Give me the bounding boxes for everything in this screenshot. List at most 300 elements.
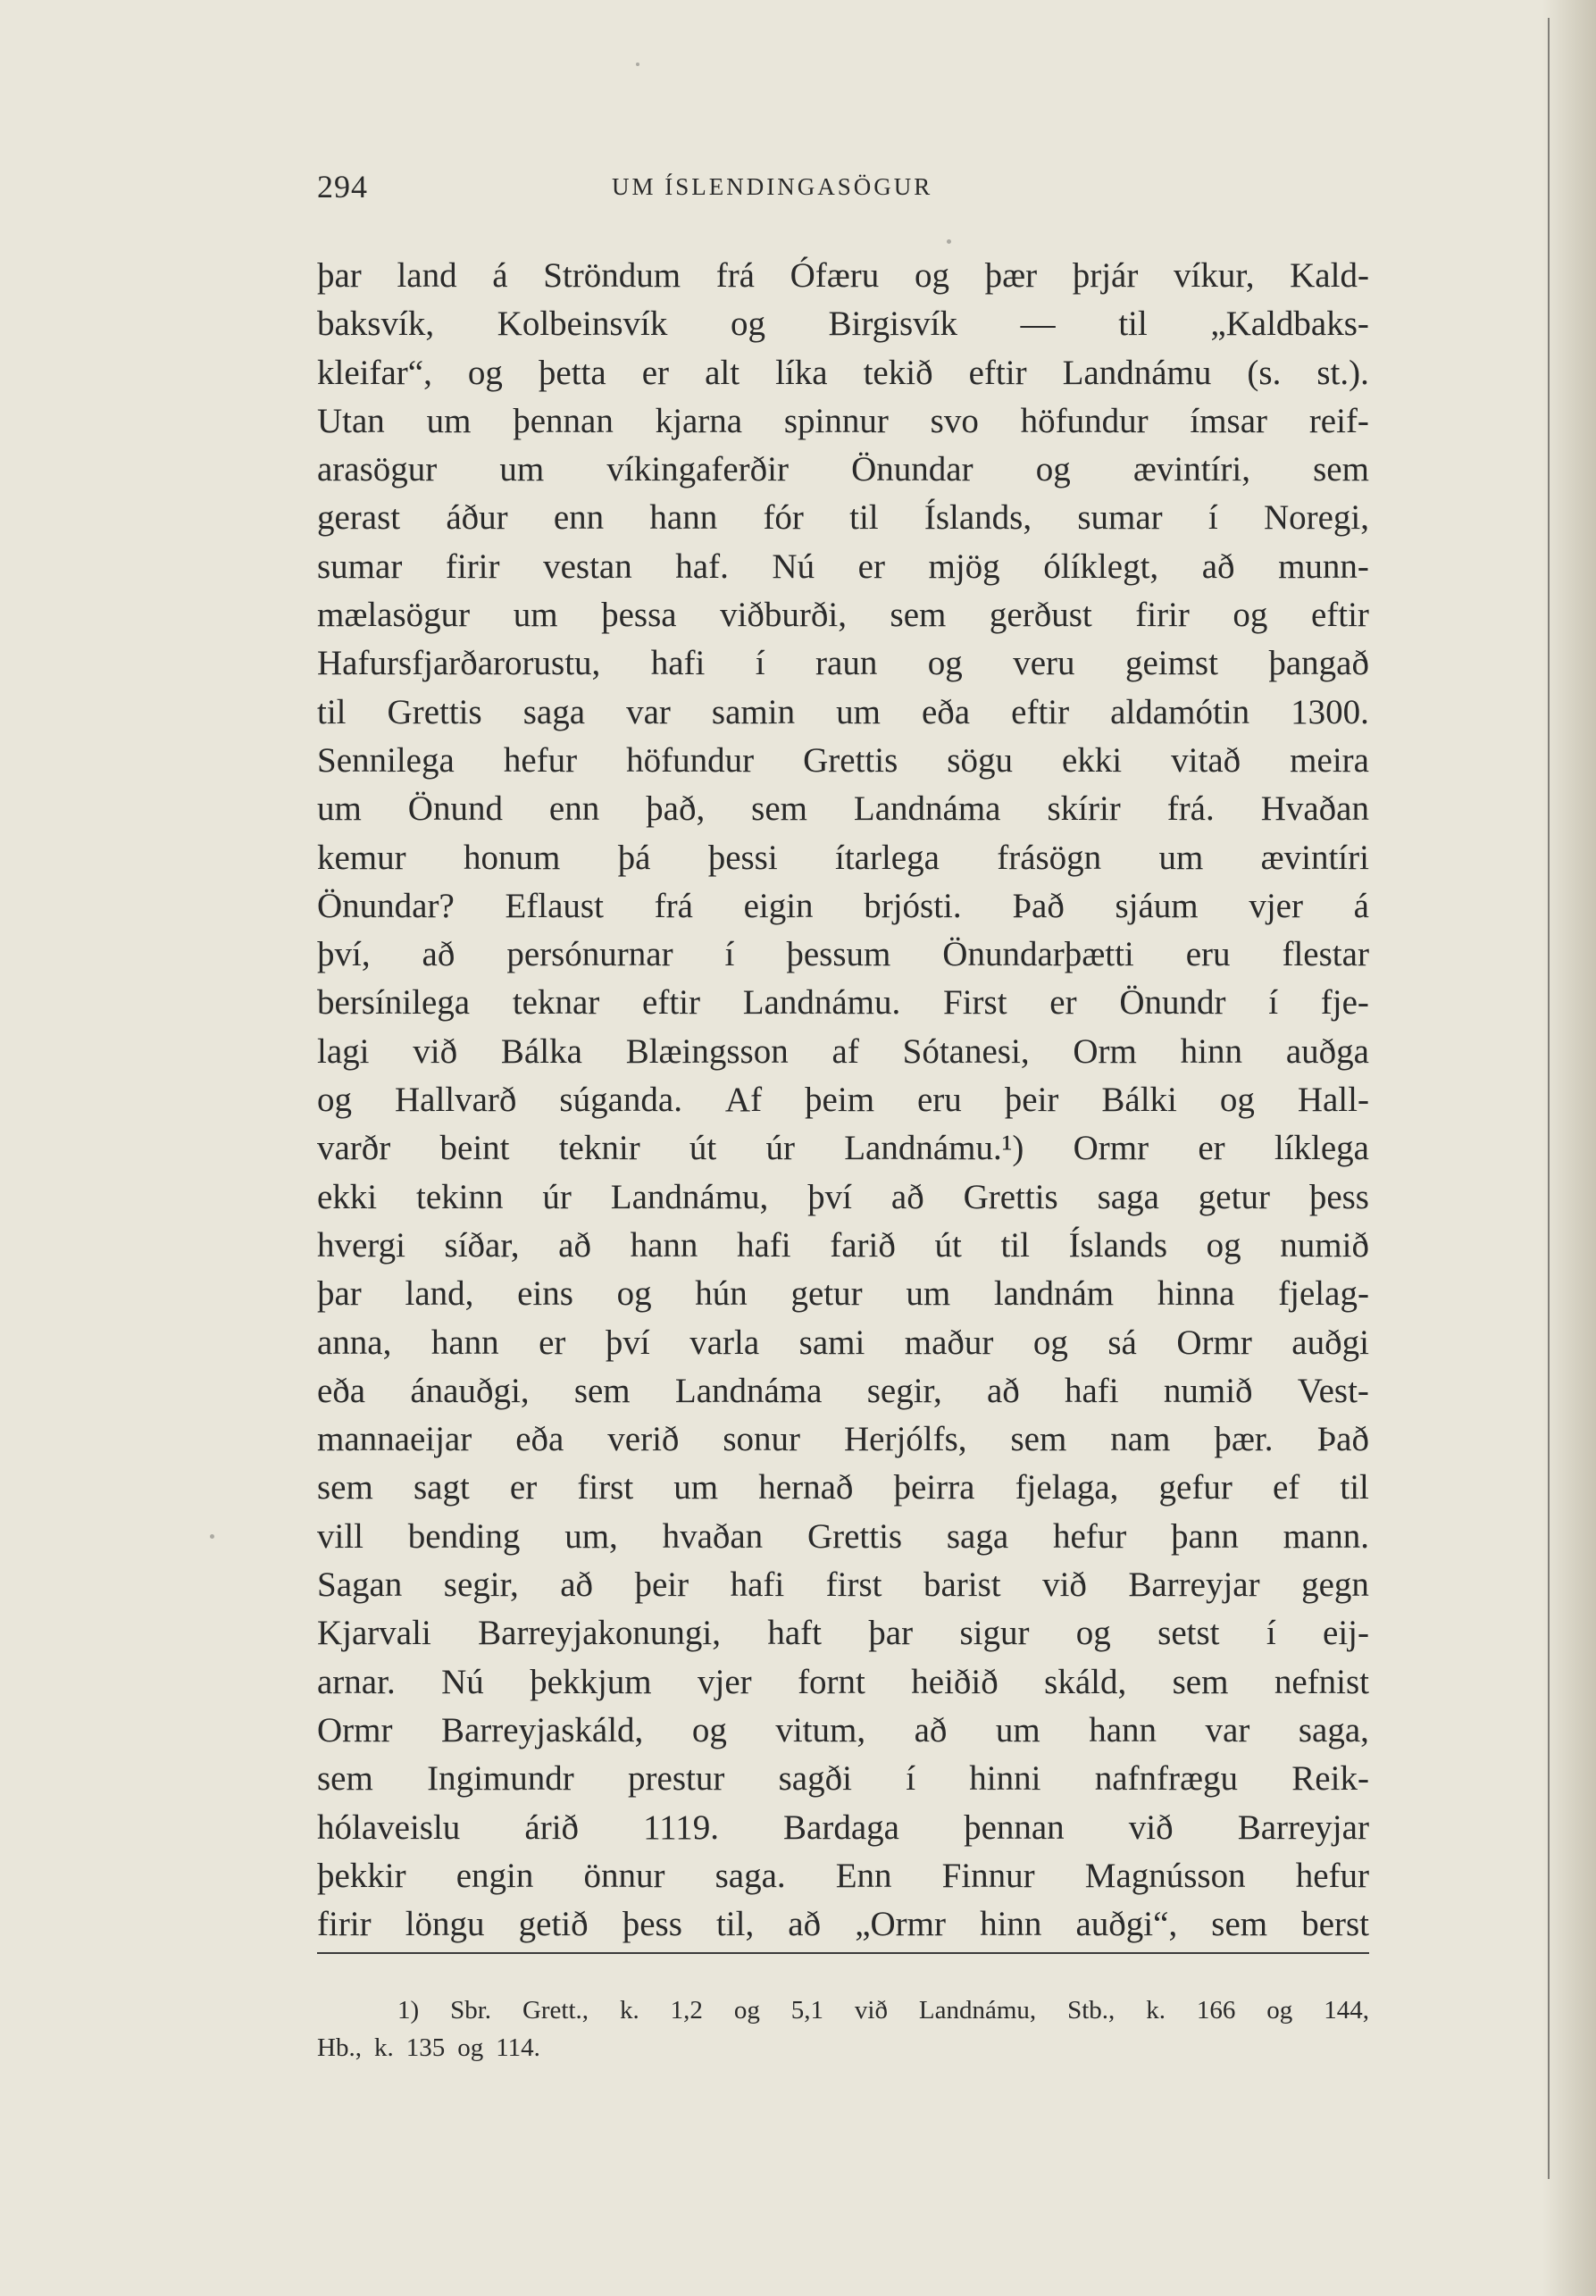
word: til [1340,1468,1369,1507]
word: þeirra [893,1468,975,1507]
word: sem [1313,450,1369,489]
word: firir [317,1905,372,1944]
text-line [317,1028,1369,1076]
word: áður [446,498,508,538]
word: ekki [317,1177,378,1216]
word: ímsar [1190,401,1268,440]
word: Blæingsson [625,1031,789,1071]
word: þessi [707,838,778,877]
word: þessa [601,596,677,635]
word: mannaeijar [317,1420,472,1459]
word: skáld, [1044,1662,1127,1701]
word: numið [1280,1225,1369,1265]
word: mælasögur [317,596,471,635]
word: sá [1107,1323,1137,1362]
word: við [413,1031,458,1071]
word: gerast [317,498,401,538]
text-line [317,1561,1369,1609]
word: vitum, [775,1710,866,1749]
word: hefur [503,740,578,780]
footnote-word: k. [1146,1996,1166,2025]
word: súganda. [559,1081,682,1120]
word: þá [617,838,651,877]
text-line [317,882,1369,931]
word: Utan [317,401,385,440]
word: mann. [1283,1516,1369,1556]
word: Önundar [851,450,973,489]
footnote-word: 135 [405,2033,446,2062]
word: eftir [968,353,1027,392]
word: var [1205,1710,1250,1749]
word: til [1000,1225,1030,1265]
word: Ingimundr [427,1759,574,1799]
word: til [849,498,879,538]
word: st.). [1316,353,1369,392]
word: Landnámu [1062,353,1212,392]
word: sumar [317,547,403,586]
word: Herjólfs, [843,1420,967,1459]
word: Hall- [1297,1081,1369,1120]
text-line [317,591,1369,639]
word: meira [1290,740,1369,780]
word: Sennilega [317,740,455,780]
word: Magnússon [1084,1856,1246,1895]
word: kleifar“, [317,353,432,392]
word: barist [923,1565,1001,1605]
word: Bálki [1101,1081,1177,1120]
word: um [836,692,881,731]
footnote-word: við [854,1996,888,2025]
word: Kald- [1290,256,1369,295]
page-edge-shadow [1542,0,1596,2296]
word: bending [407,1516,521,1556]
word: auðgi“, [1075,1905,1178,1944]
footnote-word: Grett., [522,1996,589,2025]
word: engin [455,1856,534,1895]
word: Íslands [1068,1225,1168,1265]
word: firir [1135,596,1190,635]
word: Önund [407,789,503,829]
word: árið [524,1808,580,1847]
word: og [1206,1225,1241,1265]
text-line [317,1222,1369,1270]
word: eftir [1310,596,1369,635]
word: teknir [558,1129,640,1168]
word: gefur [1158,1468,1233,1507]
body-text [317,252,1369,1949]
word: til, [715,1905,755,1944]
text-line [317,1707,1369,1755]
word: ævintíri, [1132,450,1250,489]
word: sjáum [1115,886,1199,925]
footnote-word: Stb., [1067,1996,1116,2025]
word: saga [1097,1177,1159,1216]
word: sögu [947,740,1013,780]
word: ólíklegt, [1043,547,1159,586]
word: hinna [1157,1274,1235,1314]
word: hernað [758,1468,854,1507]
word: vestan [543,547,632,586]
word: sonur [723,1420,801,1459]
word: ekki [1062,740,1123,780]
word: Landnáma [674,1371,823,1410]
word: að [1201,547,1235,586]
word: Landnámu.¹) [844,1129,1024,1168]
word: auðga [1285,1031,1369,1071]
word: þangað [1268,644,1369,683]
word: eða [922,692,971,731]
word: nam [1110,1420,1171,1459]
word: teknar [512,983,600,1023]
word: Landnámu. [742,983,901,1023]
word: spinnur [783,401,889,440]
word: vjer [698,1662,752,1701]
word: af [831,1031,859,1071]
word: síðar, [444,1225,520,1265]
text-line [317,349,1369,397]
word: Önundarþætti [942,935,1134,974]
text-line [317,639,1369,688]
word: í [755,644,765,683]
word: „Ormr [855,1905,946,1944]
word: hinn [980,1905,1042,1944]
word: Ormr [317,1710,393,1749]
word: eftir [642,983,700,1023]
word: sem [751,789,807,829]
word: Birgisvík [828,305,958,344]
word: frá [715,256,755,295]
word: Af [724,1081,763,1120]
word: hafi [1064,1371,1119,1410]
word: sem [890,596,947,635]
word: land [397,256,457,295]
word: fjelaga, [1015,1468,1119,1507]
text-line [317,1464,1369,1512]
text-line [317,1852,1369,1900]
word: á [492,256,508,295]
word: Sagan [317,1565,403,1605]
word: og [730,305,765,344]
word: segir, [866,1371,942,1410]
word: first [825,1565,882,1605]
word: vitað [1171,740,1241,780]
text-line [317,1319,1369,1367]
word: og [927,644,963,683]
word: eigin [743,886,814,925]
word: hann [1089,1710,1157,1749]
word: maður [904,1323,994,1362]
word: Reik- [1291,1759,1369,1799]
word: frá [654,886,693,925]
word: þeim [805,1081,875,1120]
word: ef [1272,1468,1300,1507]
word: Vest- [1297,1371,1369,1410]
word: um [673,1468,719,1507]
word: reif- [1308,401,1369,440]
page-number: 294 [317,169,368,205]
word: Orm [1073,1031,1137,1071]
word: eftir [1011,692,1070,731]
word: eða [515,1420,564,1459]
word: Ormr [1176,1323,1252,1362]
word: kemur [317,838,406,877]
footnote-word: 1) [397,1996,420,2025]
text-line [317,446,1369,494]
word: og [317,1081,352,1120]
word: sem [317,1468,373,1507]
text-line [317,1415,1369,1464]
word: sami [798,1323,865,1362]
word: firir [445,547,500,586]
word: eða [317,1371,366,1410]
word: hafi [730,1565,785,1605]
word: hinni [969,1759,1041,1799]
word: fornt [798,1662,865,1701]
word: brjósti. [864,886,962,925]
text-line [317,1076,1369,1124]
footnote-word: Sbr. [450,1996,492,2025]
word: Bardaga [783,1808,899,1847]
footnote-word: k. [619,1996,639,2025]
word: getur [790,1274,863,1314]
text-line [317,979,1369,1027]
word: Íslands, [923,498,1032,538]
word: enn [548,789,600,829]
word: er [857,547,885,586]
word: setst [1157,1614,1220,1653]
word: farið [830,1225,896,1265]
word: var [626,692,671,731]
word: ánauðgi, [410,1371,530,1410]
text-line [317,1173,1369,1222]
word: saga, [1298,1710,1369,1749]
footnote-word: og [457,2033,484,2062]
word: verið [607,1420,680,1459]
word: er [641,353,670,392]
word: segir, [443,1565,519,1605]
word: um [499,450,545,489]
text-line [317,252,1369,300]
word: munn- [1278,547,1369,586]
text-line [317,737,1369,785]
text-line [317,1609,1369,1657]
word: við [1128,1808,1174,1847]
word: þessum [786,935,891,974]
word: kjarna [655,401,743,440]
word: Landnáma [853,789,1001,829]
word: Barreyjar [1237,1808,1369,1847]
word: Barreyjakonungi, [478,1614,721,1653]
word: í [1268,983,1279,1023]
word: víkur, [1173,256,1255,295]
text-line [317,1367,1369,1415]
word: varla [689,1323,760,1362]
word: að [914,1710,948,1749]
word: viðburði, [720,596,848,635]
word: Landnámu, [610,1177,769,1216]
word: er [1198,1129,1225,1168]
word: um [513,596,558,635]
word: sem [1010,1420,1067,1459]
word: og [1032,1323,1068,1362]
word: þennan [964,1808,1065,1847]
word: eru [917,1081,962,1120]
word: höfundur [1020,401,1149,440]
word: geimst [1124,644,1218,683]
word: og [1219,1081,1255,1120]
word: Önundr [1119,983,1226,1023]
word: út [934,1225,962,1265]
word: að [560,1565,594,1605]
word: ævintíri [1260,838,1369,877]
word: Barreyjaskáld, [440,1710,644,1749]
word: löngu [405,1905,485,1944]
footnote-word: 166 [1196,1996,1236,2025]
word: Kjarvali [317,1614,431,1653]
word: lagi [317,1031,370,1071]
word: höfundur [626,740,755,780]
word: raun [815,644,878,683]
word: er [509,1468,538,1507]
word: fór [763,498,804,538]
word: sem [1211,1905,1268,1944]
ink-speck [947,239,951,244]
word: eru [1185,935,1231,974]
word: þess [1308,1177,1369,1216]
word: líka [775,353,828,392]
word: aldamótin [1110,692,1250,731]
word: að [422,935,455,974]
word: Önundar? [317,886,455,925]
word: um [426,401,472,440]
word: skírir [1047,789,1121,829]
footnote-word: k. [373,2033,394,2062]
word: sem [573,1371,631,1410]
word: auðgi [1291,1323,1369,1362]
word: þær [984,256,1038,295]
word: Hallvarð [394,1081,517,1120]
word: first [577,1468,634,1507]
word: Grettis [806,1516,903,1556]
word: hvergi [317,1225,405,1265]
word: Noregi, [1263,498,1369,538]
text-line [317,494,1369,542]
word: því [807,1177,853,1216]
footnote-word: og [733,1996,760,2025]
word: tekið [863,353,933,392]
word: Nú [441,1662,484,1701]
word: og [1075,1614,1111,1653]
word: eij- [1323,1614,1369,1653]
word: að [558,1225,591,1265]
word: við [1042,1565,1087,1605]
word: sem [1172,1662,1229,1701]
word: alt [705,353,740,392]
word: haf. [675,547,729,586]
word: til [1118,305,1148,344]
word: Það [1316,1420,1369,1459]
word: það, [646,789,706,829]
word: fjelag- [1278,1274,1369,1314]
word: víkingaferðir [606,450,789,489]
word: Nú [772,547,815,586]
word: í [1266,1614,1276,1653]
word: sagt [413,1468,470,1507]
text-line [317,834,1369,882]
word: gegn [1301,1565,1369,1605]
word: líklega [1274,1129,1369,1168]
text-line [317,397,1369,446]
footnote-word: 5,1 [790,1996,823,2025]
word: og [1233,596,1268,635]
running-head [317,168,1371,213]
footnote-word: og [1266,1996,1293,2025]
running-title: UM ÍSLENDINGASÖGUR [612,173,933,200]
word: saga [522,692,586,731]
word: „Kaldbaks- [1210,305,1369,344]
word: þar [317,1274,362,1314]
footnote-word: Landnámu, [918,1996,1037,2025]
word: þekkjum [530,1662,652,1701]
page-edge-line [1548,18,1550,2179]
word: sumar [1077,498,1163,538]
text-line [317,931,1369,979]
word: 1119. [643,1808,719,1847]
word: (s. [1247,353,1282,392]
word: getur [1198,1177,1270,1216]
word: vjer [1249,886,1303,925]
word: Enn [835,1856,892,1895]
word: veru [1013,644,1075,683]
word: og [691,1710,727,1749]
word: fje- [1320,983,1369,1023]
word: bersínilega [317,983,471,1023]
text-line [317,300,1369,348]
text-line [317,543,1369,591]
word: getið [518,1905,589,1944]
word: hvaðan [662,1516,764,1556]
footnote-rule [317,1952,1369,1954]
ink-speck [210,1534,214,1539]
word: um [995,1710,1040,1749]
word: landnám [993,1274,1115,1314]
word: hafi [737,1225,791,1265]
word: er [1049,983,1077,1023]
word: á [1353,886,1369,925]
word: First [943,983,1007,1023]
word: úr [765,1129,795,1168]
word: í [906,1759,916,1799]
word: þar [317,256,362,295]
word: þann [1171,1516,1239,1556]
text-line [317,1658,1369,1707]
word: Grettis [803,740,898,780]
word: heiðið [911,1662,999,1701]
word: að [890,1177,924,1216]
word: þeir [1004,1081,1059,1120]
word: því, [317,935,371,974]
word: Ormr [1073,1129,1149,1168]
word: þrjár [1072,256,1139,295]
word: sem [317,1759,373,1799]
word: flestar [1282,935,1369,974]
footnote-word: 114. [496,2033,540,2062]
word: úr [542,1177,572,1216]
word: Kolbeinsvík [497,305,668,344]
word: Hafursfjarðarorustu, [317,644,601,683]
ink-speck [636,63,639,66]
word: sigur [959,1614,1030,1653]
